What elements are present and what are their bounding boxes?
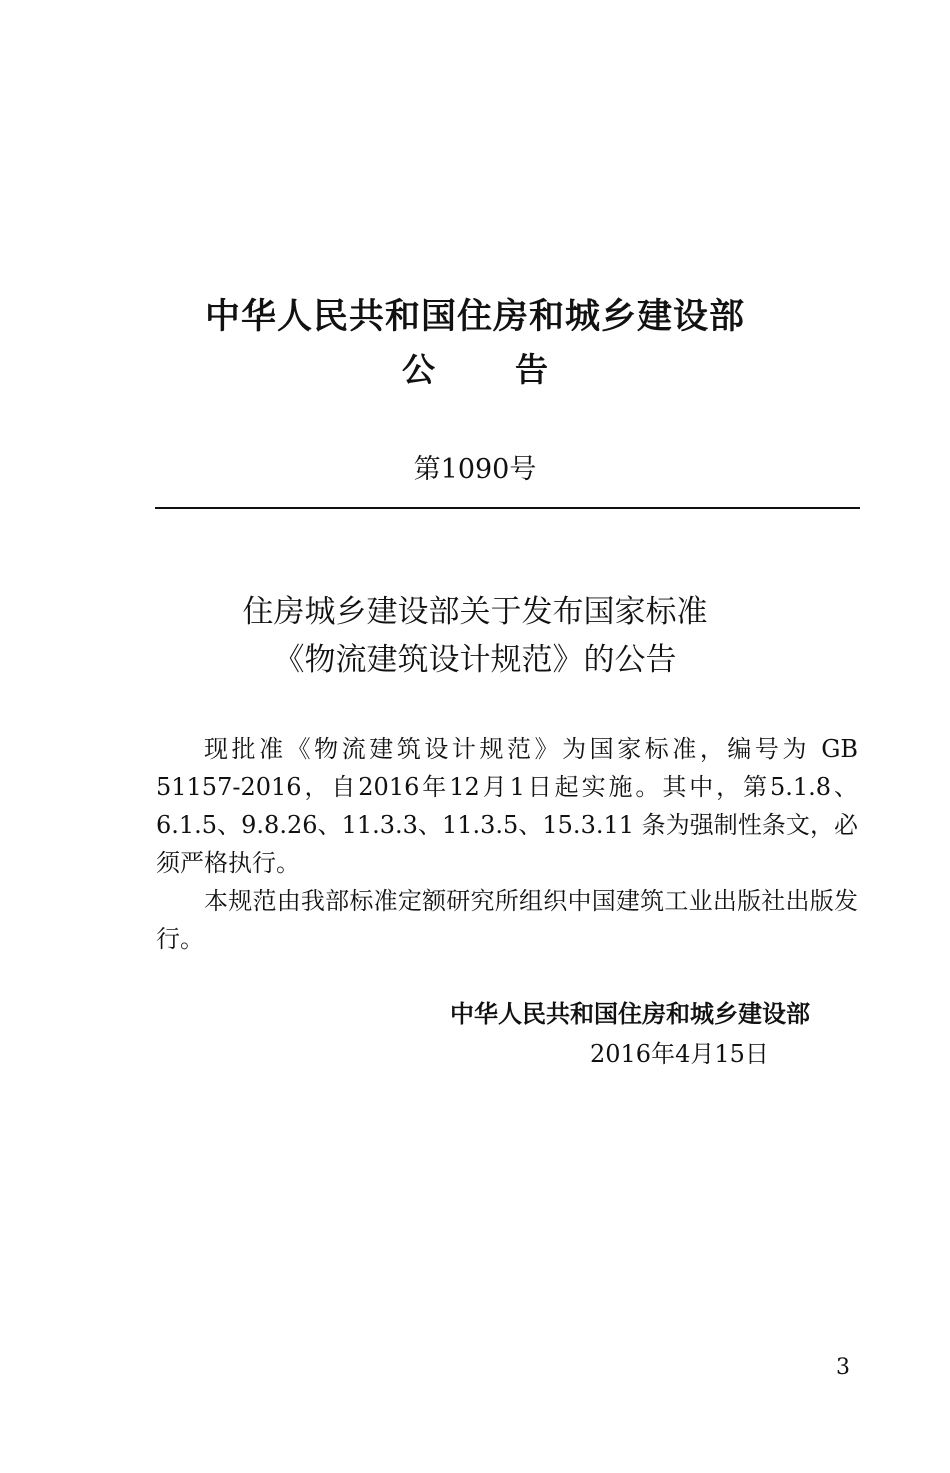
notice-heading-right: 告 (515, 350, 548, 389)
body-paragraph-2: 本规范由我部标准定额研究所组织中国建筑工业出版社出版发行。 (156, 887, 858, 953)
page-number: 3 (836, 1355, 850, 1380)
header-divider (155, 507, 860, 509)
body-paragraph-1: 现批准《物流建筑设计规范》为国家标准，编号为 GB 51157-2016，自2016年12月1日起实施。其中，第5.1.8、6.1.5、9.8.26、11.3.3、11.3.5、15.3.11 条为强制性条文，必须严格执行。 (156, 735, 858, 877)
notice-body (156, 730, 858, 958)
notice-subject (0, 588, 950, 684)
issuer-signature: 中华人民共和国住房和城乡建设部 (450, 1000, 810, 1028)
subject-line-2: 《物流建筑设计规范》的公告 (273, 642, 677, 678)
notice-heading-left: 公 (402, 350, 435, 389)
notice-number: 第1090号 (413, 454, 537, 485)
subject-line-1: 住房城乡建设部关于发布国家标准 (242, 594, 708, 630)
ministry-title: 中华人民共和国住房和城乡建设部 (204, 297, 745, 337)
notice-heading (0, 345, 950, 395)
issue-date: 2016年4月15日 (590, 1040, 769, 1068)
